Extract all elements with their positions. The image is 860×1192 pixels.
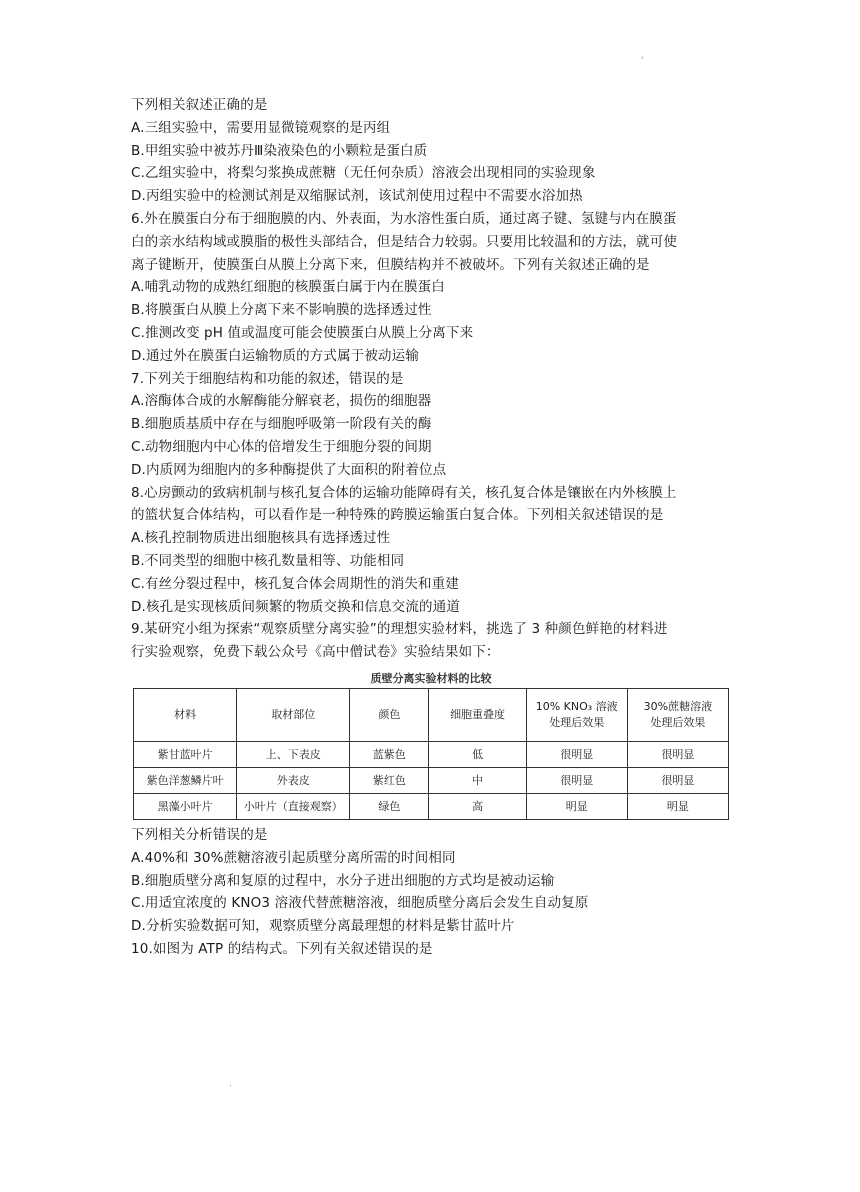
text-line: D.内质网为细胞内的多种酶提供了大面积的附着位点: [131, 461, 447, 478]
table-cell: 明显: [526, 793, 627, 819]
text-line: 8.心房颤动的致病机制与核孔复合体的运输功能障碍有关，核孔复合体是镶嵌在内外核膜上: [131, 484, 677, 501]
text-line: B.将膜蛋白从膜上分离下来不影响膜的选择透过性: [131, 302, 432, 319]
text-line: A.核孔控制物质进出细胞核具有选择透过性: [131, 530, 391, 547]
table-cell: 紫红色: [350, 767, 429, 793]
text-line: 7.下列关于细胞结构和功能的叙述，错误的是: [131, 370, 404, 387]
table-cell: 紫甘蓝叶片: [134, 741, 237, 767]
text-line: A.溶酶体合成的水解酶能分解衰老，损伤的细胞器: [131, 393, 432, 410]
text-line: A.40%和 30%蔗糖溶液引起质壁分离所需的时间相同: [131, 849, 456, 866]
text-line: D.通过外在膜蛋白运输物质的方式属于被动运输: [131, 347, 419, 364]
text-line: B.细胞质基质中存在与细胞呼吸第一阶段有关的酶: [131, 416, 432, 433]
header-sampling-site: 取材部位: [237, 688, 350, 741]
document-content: [131, 94, 731, 961]
header-cell-overlap: 细胞重叠度: [429, 688, 526, 741]
table-cell: 外表皮: [237, 767, 350, 793]
table-cell: 明显: [627, 793, 728, 819]
header-material: 材料: [134, 688, 237, 741]
table-header-row: [134, 688, 729, 741]
text-block-before-table: [131, 94, 731, 664]
text-line: D.丙组实验中的检测试剂是双缩脲试剂，该试剂使用过程中不需要水浴加热: [131, 188, 583, 205]
table-cell: 上、下表皮: [237, 741, 350, 767]
text-line: 离子键断开，使膜蛋白从膜上分离下来，但膜结构并不被破坏。下列有关叙述正确的是: [131, 256, 650, 273]
header-color: 颜色: [350, 688, 429, 741]
text-line: 下列相关叙述正确的是: [131, 97, 268, 113]
text-line: B.甲组实验中被苏丹Ⅲ染液染色的小颗粒是蛋白质: [131, 142, 428, 159]
header-kno3-effect: 10% KNO₃ 溶液 处理后效果: [526, 688, 627, 741]
text-line: C.用适宜浓度的 KNO3 溶液代替蔗糖溶液，细胞质壁分离后会发生自动复原: [131, 895, 589, 912]
text-line: C.有丝分裂过程中，核孔复合体会周期性的消失和重建: [131, 575, 459, 592]
text-line: 10.如图为 ATP 的结构式。下列有关叙述错误的是: [131, 940, 433, 957]
page-mark-bottom: .: [229, 1079, 232, 1089]
plasmolysis-materials-table: [133, 688, 729, 820]
table-cell: 很明显: [526, 767, 627, 793]
table-cell: 很明显: [526, 741, 627, 767]
text-line: D.分析实验数据可知，观察质壁分离最理想的材料是紫甘蓝叶片: [131, 918, 515, 935]
text-line: 白的亲水结构域或膜脂的极性头部结合，但是结合力较弱。只要用比较温和的方法，就可使: [131, 233, 677, 250]
table-row: [134, 741, 729, 767]
header-sucrose-effect: 30%蔗糖溶液 处理后效果: [627, 688, 728, 741]
table-cell: 高: [429, 793, 526, 819]
text-line: C.动物细胞内中心体的倍增发生于细胞分裂的间期: [131, 438, 432, 455]
page-mark-top: ': [641, 56, 644, 66]
text-line: B.细胞质壁分离和复原的过程中，水分子进出细胞的方式均是被动运输: [131, 872, 555, 889]
table-cell: 很明显: [627, 741, 728, 767]
text-line: A.三组实验中，需要用显微镜观察的是丙组: [131, 119, 391, 136]
text-line: 下列相关分析错误的是: [131, 826, 268, 843]
table-row: [134, 767, 729, 793]
text-line: C.推测改变 pH 值或温度可能会使膜蛋白从膜上分离下来: [131, 324, 474, 341]
table-cell: 低: [429, 741, 526, 767]
text-line: 6.外在膜蛋白分布于细胞膜的内、外表面，为水溶性蛋白质，通过离子键、氢键与内在膜蛋: [131, 210, 677, 227]
table-cell: 紫色洋葱鳞片叶: [134, 767, 237, 793]
text-line: C.乙组实验中，将梨匀浆换成蔗糖（无任何杂质）溶液会出现相同的实验现象: [131, 165, 596, 182]
table-title: 质壁分离实验材料的比较: [370, 671, 492, 685]
text-line: B.不同类型的细胞中核孔数量相等、功能相同: [131, 552, 405, 569]
text-line: A.哺乳动物的成熟红细胞的核膜蛋白属于内在膜蛋白: [131, 279, 445, 296]
text-block-after-table: [131, 824, 731, 961]
text-line: 的篮状复合体结构，可以看作是一种特殊的跨膜运输蛋白复合体。下列相关叙述错误的是: [131, 507, 664, 524]
comparison-table-section: [133, 670, 729, 820]
text-line: 9.某研究小组为探索“观察质壁分离实验”的理想实验材料，挑选了 3 种颜色鲜艳的材料进: [131, 621, 668, 638]
table-cell: 蓝紫色: [350, 741, 429, 767]
text-line: 行实验观察，免费下载公众号《高中僧试卷》实验结果如下：: [131, 644, 500, 661]
table-cell: 很明显: [627, 767, 728, 793]
text-line: D.核孔是实现核质间频繁的物质交换和信息交流的通道: [131, 598, 460, 615]
table-row: [134, 793, 729, 819]
table-cell: 小叶片（直接观察）: [237, 793, 350, 819]
table-cell: 中: [429, 767, 526, 793]
table-cell: 黑藻小叶片: [134, 793, 237, 819]
table-cell: 绿色: [350, 793, 429, 819]
